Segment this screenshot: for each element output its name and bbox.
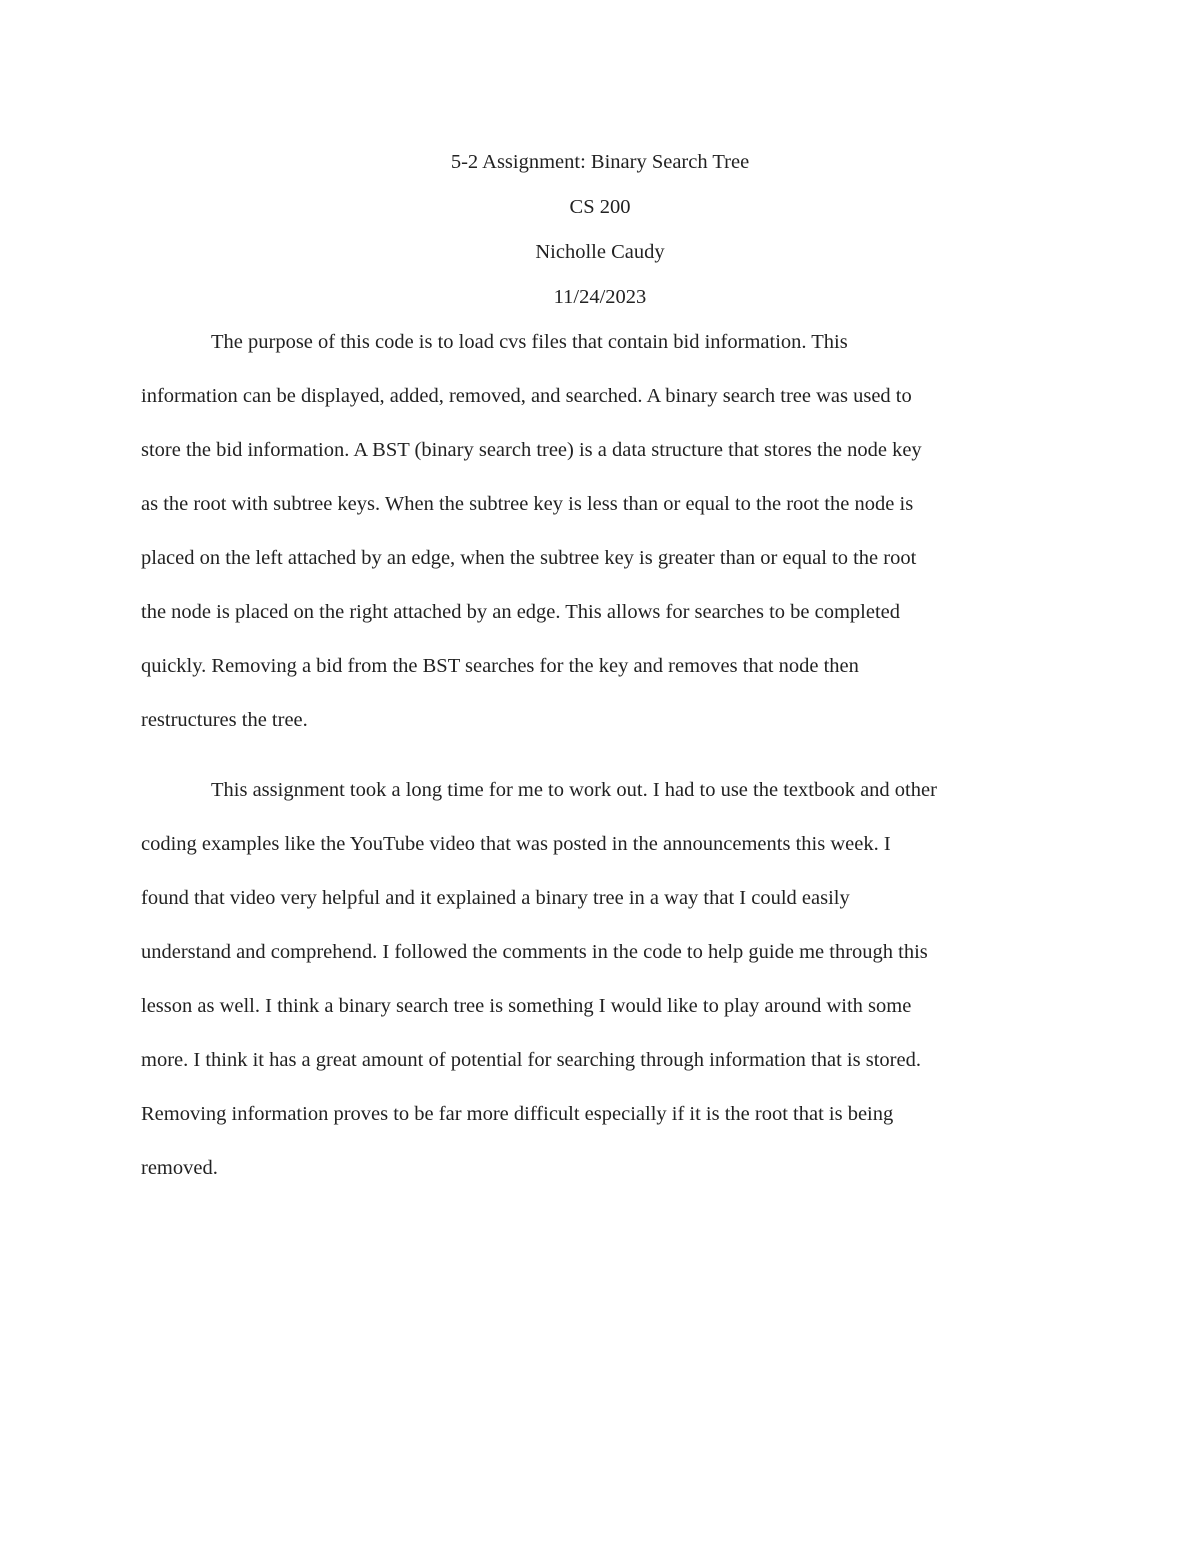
- paragraph-line: quickly. Removing a bid from the BST searches for the key and removes that node then: [141, 655, 859, 677]
- paragraph-line: placed on the left attached by an edge, when the subtree key is greater than or equal to the root: [141, 547, 917, 569]
- course-code: CS 200: [569, 196, 631, 218]
- document-body: [141, 315, 1061, 1195]
- submission-date: 11/24/2023: [553, 286, 647, 308]
- paragraph-line: found that video very helpful and it explained a binary tree in a way that I could easily: [141, 887, 850, 909]
- author-name: Nicholle Caudy: [535, 241, 665, 263]
- paragraph-line: Removing information proves to be far more difficult especially if it is the root that is being: [141, 1103, 894, 1125]
- paragraph-line: restructures the tree.: [141, 709, 308, 731]
- paragraph-spacer: [141, 747, 1061, 763]
- paragraph-line: more. I think it has a great amount of potential for searching through information that is stored.: [141, 1049, 921, 1071]
- paragraph-1: [141, 315, 1061, 747]
- paragraph-line: as the root with subtree keys. When the subtree key is less than or equal to the root the node is: [141, 493, 914, 515]
- paragraph-line: This assignment took a long time for me to work out. I had to use the textbook and other: [211, 779, 937, 801]
- paragraph-2: [141, 763, 1061, 1195]
- paragraph-line: The purpose of this code is to load cvs files that contain bid information. This: [211, 331, 848, 353]
- paragraph-line: lesson as well. I think a binary search tree is something I would like to play around with some: [141, 995, 912, 1017]
- paragraph-line: coding examples like the YouTube video that was posted in the announcements this week. I: [141, 833, 891, 855]
- assignment-title: 5-2 Assignment: Binary Search Tree: [450, 151, 750, 173]
- paragraph-line: store the bid information. A BST (binary search tree) is a data structure that stores the node key: [141, 439, 922, 461]
- document-header: [0, 140, 1200, 320]
- paragraph-line: understand and comprehend. I followed the comments in the code to help guide me through this: [141, 941, 928, 963]
- paragraph-line: information can be displayed, added, removed, and searched. A binary search tree was used to: [141, 385, 912, 407]
- paragraph-line: removed.: [141, 1157, 218, 1179]
- paragraph-line: the node is placed on the right attached by an edge. This allows for searches to be completed: [141, 601, 901, 623]
